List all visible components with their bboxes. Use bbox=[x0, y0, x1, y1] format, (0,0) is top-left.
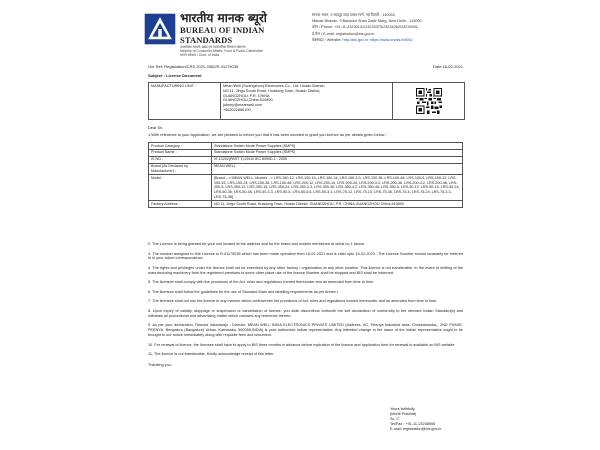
salutation: Dear Sir, bbox=[148, 125, 164, 130]
signature-line: E-mail: registration@bis.gov.in bbox=[390, 427, 442, 431]
address-line: GUANGZHOU,China-510890 bbox=[223, 98, 273, 103]
row-value: NO.11, Jingu South Road, Huadong Town, Huadu District, GUANGZHOU, P.R. CHINA GUANGZHOU,China-510890 bbox=[212, 200, 463, 207]
manufacturer-box bbox=[148, 82, 465, 120]
subject-line: Subject : License Document bbox=[148, 73, 202, 78]
qr-code-icon bbox=[416, 88, 442, 114]
row-value: MEAN WELL bbox=[212, 163, 463, 175]
website-label: वेबसाइट / Website: bbox=[312, 37, 342, 42]
clause: 6. The licensee shall follow the guidelines for the use of Standard Mark and labelling requirements as per Annex-I. bbox=[148, 289, 340, 294]
signature-line: Yours faithfully, bbox=[390, 407, 416, 411]
ministry-line: उपभोक्ता मामले, खाद्य एवं सार्वजनिक वितरण मंत्रालय bbox=[180, 45, 246, 49]
row-label: Brand (As Declared by Manufacturer) : bbox=[149, 163, 212, 175]
manufacturer-label: MANUFACTURING UNIT : bbox=[149, 83, 221, 119]
clause: 11. The licence is not transferable. Kindly acknowledge receipt of this letter. bbox=[148, 352, 275, 357]
row-label: IS NO : bbox=[149, 156, 212, 163]
bis-logo-icon bbox=[143, 12, 177, 46]
qr-cell bbox=[393, 83, 464, 119]
table-row bbox=[149, 149, 463, 156]
contact-block bbox=[312, 12, 472, 43]
table-row bbox=[149, 143, 463, 150]
table-row bbox=[149, 200, 463, 207]
letterhead bbox=[0, 6, 600, 57]
address-line: johnny@meanwell.com bbox=[223, 103, 263, 108]
clause: 5. The licensee shall comply with the provisions of the Act, rules and regulations framed thereunder and as amended from time to time. bbox=[148, 280, 375, 285]
clause: 9. As per your declaration, Renuka Varadaraju , Director, MEAN WELL INDIA ELECTRONICS PRIVATE LIMITED (Address- 8C, Peenya Industrial area, Chokkasandra,, 2ND PHASE, PEENYA, Bengaluru (Bangalore) Urban, Karnataka, 560058,INDIA) is your authorized Indian representative. Any intended change in the name of the Indian representative ought to be brought to our notice immediately along with requisite fees and document. bbox=[148, 323, 463, 338]
row-value: Standalone Switch Mode Power Supplies (SMPS) bbox=[212, 149, 463, 156]
signature-block bbox=[390, 407, 441, 432]
table-row bbox=[149, 175, 463, 201]
product-details-table bbox=[148, 142, 463, 208]
signature-line: Sc. C bbox=[390, 417, 400, 421]
clause: 7. The licensee shall not use the licence in any manner which contravenes the provisions of Act, rules and regulations framed thereunder and as amended from time to time. bbox=[148, 299, 438, 304]
row-label: Factory Address : bbox=[149, 200, 212, 207]
clause: 4. The rights and privileges under the licence shall not be exercised by any other factory / organization at any other location. This licence is not transferable. In the event of shifting of the manufacturing machinery from the registered premises to some other place use of the licence Number shall be stopped and BIS shall be informed. bbox=[148, 265, 463, 275]
address-line: +862022866100 bbox=[223, 107, 251, 112]
contact-line: ई-मेल / E-mail: registration@bis.gov.in bbox=[312, 31, 375, 36]
signature-line: (Mohit Prabhat) bbox=[390, 412, 417, 416]
row-label: Product Category : bbox=[149, 143, 212, 150]
clause: 3. The number assigned to this Licence is R-41179035 which has been made operative from 16-02-2021 and is valid upto 15-02-2023 . The Licence Number should invariably be referred to in your future correspondence. bbox=[148, 251, 463, 261]
reference-number: Our Ref: Registration/CRS 2021-3362/R-41179035 bbox=[148, 64, 239, 69]
table-row bbox=[149, 163, 463, 175]
row-label: Product Name : bbox=[149, 149, 212, 156]
closing-thanks: Thanking you, bbox=[148, 362, 172, 367]
ministry-line: भारत सरकार / Govt. of India bbox=[180, 53, 220, 57]
table-row bbox=[149, 156, 463, 163]
contact-line: मानक भवन, 9 बहादुर शाह ज़फ़र मार्ग, नई दिल्ली - 110002 bbox=[312, 13, 395, 17]
licence-clauses bbox=[148, 242, 463, 372]
address-line: Mean Well (Guangzhou) Electronics Co., Ltd. Huadu Branch bbox=[223, 84, 325, 88]
brand-block bbox=[180, 12, 290, 57]
clause: 2. The Licence is being granted for your unit located at the address and for the brand and models mentioned at serial no 1 above. bbox=[148, 242, 366, 246]
row-value: Standalone Switch Mode Power Supplies (SMPS) bbox=[212, 143, 463, 150]
website-link[interactable]: http://bis.gov.in; https://www.crsbis.in/BIS/ bbox=[342, 37, 413, 42]
brand-name-english: BUREAU OF INDIAN STANDARDS bbox=[180, 25, 265, 45]
clause: 8. Upon expiry of validity, stoppage or suspension or cancellation of licence, you shall discontinue forthwith the self declaration of conformity to the relevant Indian Standard(s) and withdraw all promotional and advertising matter which contains any reference thereto. bbox=[148, 308, 463, 318]
letter-date: Date:16-02-2021 bbox=[432, 64, 463, 69]
contact-line: Manak Bhavan, 9 Bahadur Shah Zafar Marg, New Delhi - 110002 bbox=[312, 19, 422, 24]
row-value: IS 13252(PART 1):2010/ IEC 60950-1 : 2005 bbox=[212, 156, 463, 163]
signature-line: Tel/Fax : +91-11-23238906 bbox=[390, 422, 436, 426]
address-line: NO.11, Jingu South Road, Huadong Town, Huadu District, bbox=[223, 88, 321, 93]
website-line bbox=[312, 37, 472, 43]
ministry-line: Ministry of Consumer Affairs, Food & Public Distribution bbox=[180, 49, 264, 53]
row-value: [Brand --> MEAN WELL, Models --> LRS-180-12, LRS-100-15, LRS-100-24, LRS-100-3.3, LRS-100-36, LRS-100-48, LRS-100-5, LRS-150-12, LRS-150-15, LRS-150-24, LRS-150-36, LRS-150-48, LRS-200-12, LRS-200-15, LRS-200-24, LRS-200-3.3, LRS-200-36, LRS-200-4.2, LRS-200-48, LRS-200-5, LRS-350-12, LRS-350-15, LRS-350-24, LRS-350-3.3, LRS-350-36, LRS-350-4.2, LRS-350-48, LRS-350-5, LRS-50-12, LRS-50-15, LRS-50-24, LRS-50-36, LRS-50-48, LRS-50-3.3, LRS-50-5, LRS-50-5.5, LRS-50-3.3, LRS-75-12, LRS-75-15, LRS-75-36, LRS-75-5, LRS-75-24, LRS-75-3.3, LRS-75-48] bbox=[212, 175, 463, 201]
manufacturer-address bbox=[221, 83, 393, 119]
clause: 10. For renewal of licence, the licensee shall have to apply to BIS three months in advance before expiration of the licence and application form for renewal is available on BIS website bbox=[148, 342, 455, 347]
address-line: GUANGZHOU, P.R. CHINA bbox=[223, 93, 270, 98]
reference-line bbox=[148, 64, 463, 69]
row-label: Model : bbox=[149, 175, 212, 201]
contact-line: फ़ोन / Phone: +91-11-23230131/23233375/23234062/23239402 bbox=[312, 25, 418, 30]
brand-name-hindi: भारतीय मानक ब्यूरो bbox=[180, 11, 267, 25]
intro-paragraph: 1.With reference to your Application, we are pleased to inform you that it has been decided to grant you licence as per details given below : bbox=[148, 132, 387, 137]
